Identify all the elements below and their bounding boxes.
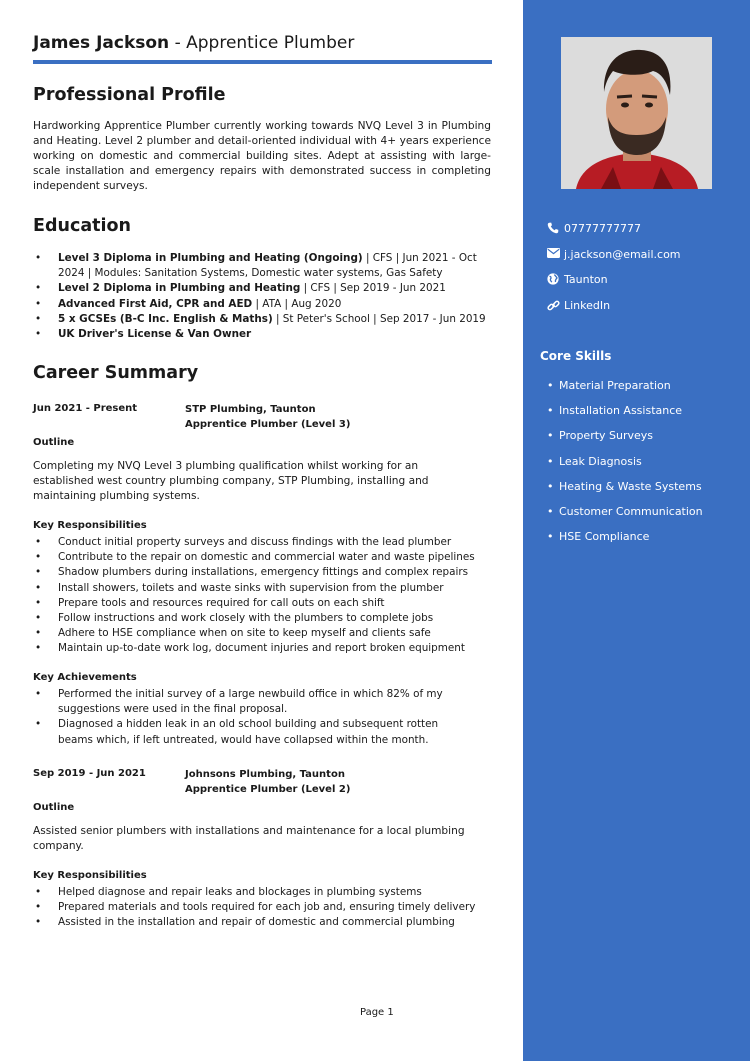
list-item: • Install showers, toilets and waste sinks with supervision from the plumber: [33, 581, 493, 596]
contact-linkedin[interactable]: [547, 299, 681, 325]
contact-location[interactable]: [547, 273, 681, 299]
portrait-image: [561, 37, 712, 189]
education-item: • UK Driver's License & Van Owner: [33, 327, 493, 342]
contact-text: 07777777777: [564, 222, 641, 235]
responsibilities-list: [33, 885, 493, 931]
skill-item: • Customer Communication: [547, 505, 703, 530]
list-item: • Diagnosed a hidden leak in an old school building and subsequent rotten beams which, if left untreated, would have collapsed within the month.: [33, 717, 473, 747]
email-icon: [547, 248, 563, 261]
job-company-role: [185, 767, 350, 797]
globe-icon: [547, 273, 563, 288]
skills-heading: Core Skills: [540, 349, 612, 363]
name-title: [33, 33, 354, 53]
responsibilities-list: [33, 535, 493, 657]
contact-list: [547, 222, 681, 324]
header-rule: [33, 60, 492, 64]
job-company-role: [185, 402, 350, 432]
education-heading: Education: [33, 216, 131, 236]
education-item: • 5 x GCSEs (B-C Inc. English & Maths) | St Peter's School | Sep 2017 - Jun 2019: [33, 312, 493, 327]
page-number: Page 1: [360, 1007, 394, 1018]
skill-item: • Heating & Waste Systems: [547, 480, 703, 505]
achievements-list: [33, 687, 473, 748]
profile-heading: Professional Profile: [33, 85, 226, 105]
list-item: • Contribute to the repair on domestic and commercial water and waste pipelines: [33, 550, 493, 565]
list-item: • Prepare tools and resources required for call outs on each shift: [33, 596, 493, 611]
job-role: Apprentice Plumber (Level 3): [185, 419, 351, 430]
job-role: Apprentice Plumber (Level 2): [185, 784, 351, 795]
outline-label: Outline: [33, 437, 75, 448]
achievements-label: Key Achievements: [33, 672, 137, 683]
skill-item: • Property Surveys: [547, 429, 703, 454]
list-item: • Assisted in the installation and repair of domestic and commercial plumbing: [33, 915, 493, 930]
education-list: [33, 251, 493, 342]
skills-list: [547, 379, 703, 555]
profile-photo: [561, 37, 712, 189]
profile-text: Hardworking Apprentice Plumber currently working towards NVQ Level 3 in Plumbing and Heating. Level 2 plumber and detail-oriented individual with 4+ years experience working on domestic and commercial building sites. Adept at assisting with large-scale installation and emergency repairs with demonstrated success in completing independent surveys.: [33, 120, 491, 192]
link-icon: [547, 299, 563, 315]
list-item: • Performed the initial survey of a large newbuild office in which 82% of my suggestions were used in the final proposal.: [33, 687, 473, 717]
list-item: • Maintain up-to-date work log, document injuries and report broken equipment: [33, 641, 493, 656]
phone-icon: [547, 222, 563, 237]
contact-text: Taunton: [564, 273, 608, 286]
candidate-name: James Jackson: [33, 33, 170, 53]
list-item: • Shadow plumbers during installations, emergency fittings and complex repairs: [33, 565, 493, 580]
job-company: Johnsons Plumbing, Taunton: [185, 769, 345, 780]
skill-item: • HSE Compliance: [547, 530, 703, 555]
job-company: STP Plumbing, Taunton: [185, 404, 316, 415]
skill-item: • Leak Diagnosis: [547, 455, 703, 480]
skill-item: • Installation Assistance: [547, 404, 703, 429]
list-item: • Prepared materials and tools required for each job and, ensuring timely delivery: [33, 900, 493, 915]
education-item: • Advanced First Aid, CPR and AED | ATA | Aug 2020: [33, 297, 493, 312]
contact-email[interactable]: [547, 248, 681, 274]
list-item: • Conduct initial property surveys and discuss findings with the lead plumber: [33, 535, 493, 550]
contact-text: LinkedIn: [564, 298, 611, 312]
list-item: • Helped diagnose and repair leaks and blockages in plumbing systems: [33, 885, 493, 900]
contact-phone[interactable]: [547, 222, 681, 248]
responsibilities-label: Key Responsibilities: [33, 520, 147, 531]
education-item: • Level 2 Diploma in Plumbing and Heating | CFS | Sep 2019 - Jun 2021: [33, 281, 493, 296]
job-outline: Completing my NVQ Level 3 plumbing qualification whilst working for an established west country plumbing company, STP Plumbing, installing and maintaining plumbing systems.: [33, 460, 429, 502]
career-heading: Career Summary: [33, 363, 199, 383]
outline-label: Outline: [33, 802, 75, 813]
sidebar: [523, 0, 750, 1061]
job-date: Jun 2021 - Present: [33, 403, 138, 414]
responsibilities-label: Key Responsibilities: [33, 870, 147, 881]
list-item: • Adhere to HSE compliance when on site to keep myself and clients safe: [33, 626, 493, 641]
list-item: • Follow instructions and work closely with the plumbers to complete jobs: [33, 611, 493, 626]
job-title: Apprentice Plumber: [186, 33, 355, 53]
job-date: Sep 2019 - Jun 2021: [33, 768, 146, 779]
skill-item: • Material Preparation: [547, 379, 703, 404]
name-separator: -: [169, 33, 187, 53]
contact-text: j.jackson@email.com: [564, 247, 681, 261]
education-item: • Level 3 Diploma in Plumbing and Heating (Ongoing) | CFS | Jun 2021 - Oct 2024 | Modules: Sanitation Systems, Domestic water systems, Gas Safety: [33, 251, 493, 281]
job-outline: Assisted senior plumbers with installations and maintenance for a local plumbing company.: [33, 825, 465, 852]
